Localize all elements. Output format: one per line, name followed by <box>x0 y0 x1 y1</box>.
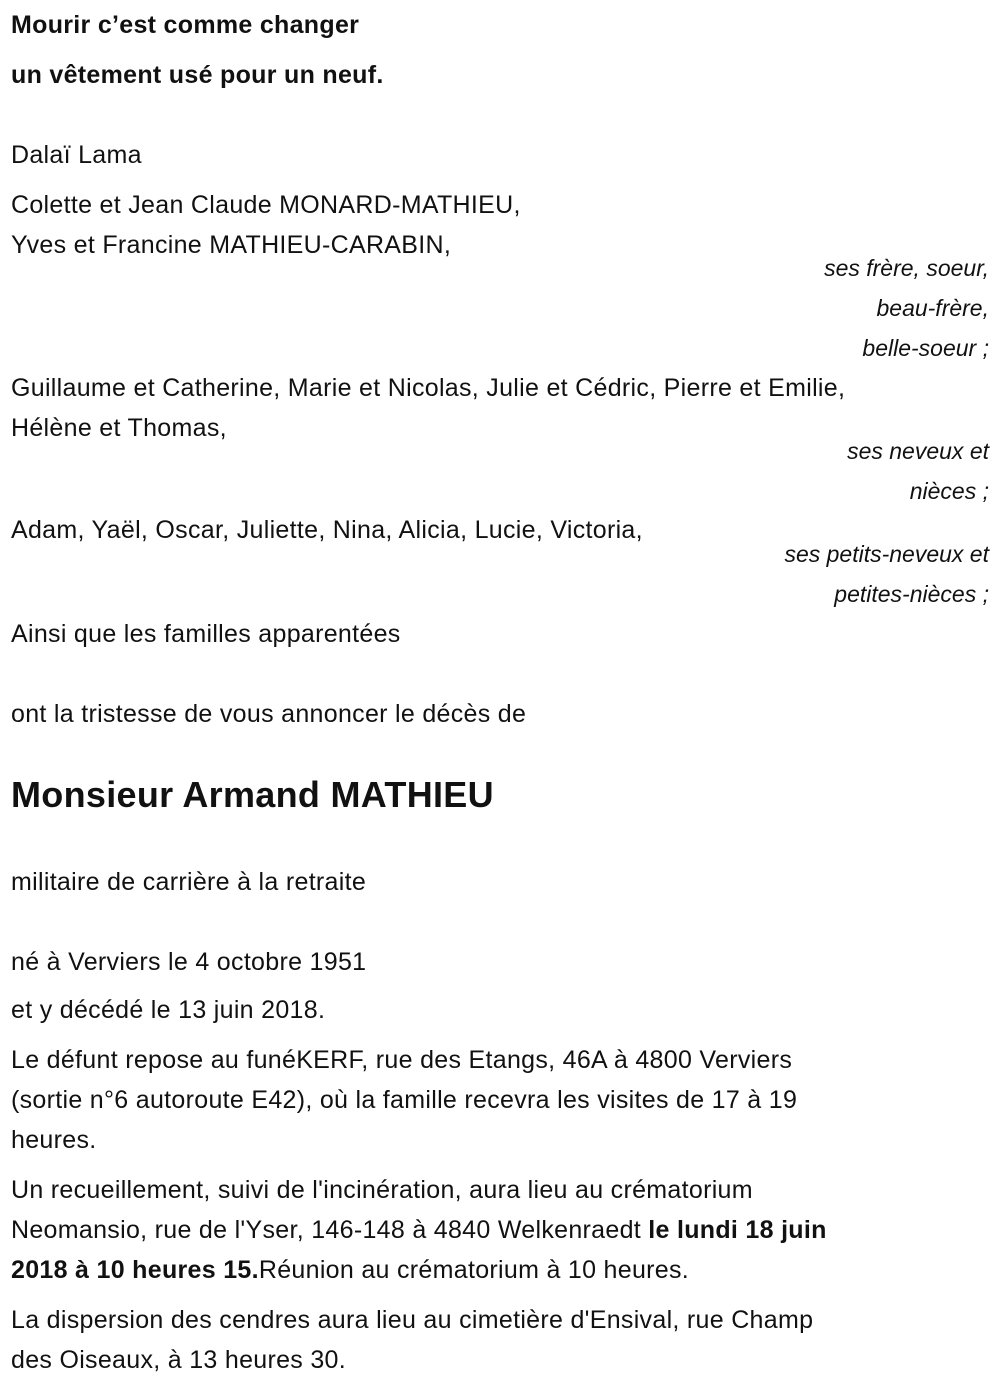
ceremony-location: Neomansio, rue de l'Yser, 146-148 à 4840 Welkenraedt <box>11 1216 649 1244</box>
ceremony-time: 2018 à 10 heures 15. <box>11 1256 259 1284</box>
nephews-line-1: Guillaume et Catherine, Marie et Nicolas, Julie et Cédric, Pierre et Emilie, <box>11 374 846 402</box>
dispersion-line-1: La dispersion des cendres aura lieu au cimetière d'Ensival, rue Champ <box>11 1306 814 1334</box>
nephews-line-2: Hélène et Thomas, <box>11 414 227 442</box>
ceremony-line-3 <box>11 1255 689 1285</box>
death-info: et y décédé le 13 juin 2018. <box>11 996 326 1024</box>
rest-line-1: Le défunt repose au funéKERF, rue des Etangs, 46A à 4800 Verviers <box>11 1046 793 1074</box>
nephews-role-1: ses neveux et <box>847 438 989 464</box>
quote-line-2: un vêtement usé pour un neuf. <box>11 61 384 89</box>
siblings-role-1: ses frère, soeur, <box>824 255 989 281</box>
siblings-line-2: Yves et Francine MATHIEU-CARABIN, <box>11 231 452 259</box>
siblings-role-3: belle-soeur ; <box>862 335 989 361</box>
deceased-name: Monsieur Armand MATHIEU <box>11 774 494 815</box>
grandnephews-role-1: ses petits-neveux et <box>784 541 989 567</box>
reunion-info: Réunion au crématorium à 10 heures. <box>258 1256 690 1284</box>
birth-info: né à Verviers le 4 octobre 1951 <box>11 948 367 976</box>
dispersion-line-2: des Oiseaux, à 13 heures 30. <box>11 1346 346 1374</box>
rest-line-3: heures. <box>11 1126 97 1154</box>
other-families: Ainsi que les familles apparentées <box>11 620 401 648</box>
quote-author: Dalaï Lama <box>11 141 142 169</box>
grandnephews-role-2: petites-nièces ; <box>834 581 989 607</box>
nephews-role-2: nièces ; <box>909 478 989 504</box>
ceremony-date: le lundi 18 juin <box>648 1216 827 1244</box>
siblings-role-2: beau-frère, <box>876 295 989 321</box>
grandnephews-line-1: Adam, Yaël, Oscar, Juliette, Nina, Alicia, Lucie, Victoria, <box>11 516 643 544</box>
quote-line-1: Mourir c’est comme changer <box>11 11 360 39</box>
rest-line-2: (sortie n°6 autoroute E42), où la famille recevra les visites de 17 à 19 <box>11 1086 798 1114</box>
announcement: ont la tristesse de vous annoncer le décès de <box>11 700 527 728</box>
ceremony-line-2 <box>11 1215 827 1245</box>
ceremony-line-1: Un recueillement, suivi de l'incinération, aura lieu au crématorium <box>11 1176 753 1204</box>
siblings-line-1: Colette et Jean Claude MONARD-MATHIEU, <box>11 191 521 219</box>
deceased-occupation: militaire de carrière à la retraite <box>11 868 367 896</box>
